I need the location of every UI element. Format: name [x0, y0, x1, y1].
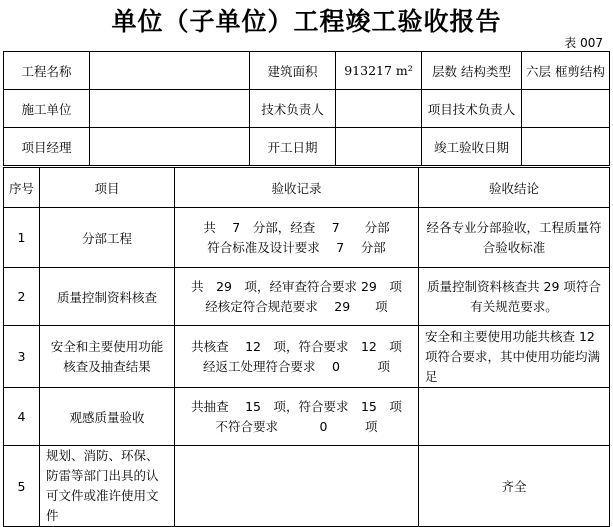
table-row: [4, 326, 610, 388]
acceptance-date-label: 竣工验收日期: [422, 128, 522, 166]
tech-leader-label: 技术负责人: [250, 90, 336, 128]
construction-unit-value: [90, 90, 250, 128]
record-line-2: 不符合要求 0 项: [215, 418, 378, 434]
info-row-3: [4, 128, 610, 166]
tech-leader-value: [336, 90, 422, 128]
row-item: [40, 446, 175, 527]
header-item: 项目: [40, 168, 175, 208]
item-text: 安全和主要使用功能核查及抽查结果: [50, 338, 164, 374]
record-line-1: 共 7 分部，经查 7 分部: [203, 219, 390, 235]
record-line-1: 共 29 项，经审查符合要求 29 项: [191, 278, 402, 294]
row-item: 分部工程: [40, 208, 175, 268]
project-name-value: [90, 52, 250, 90]
acceptance-date-value: [522, 128, 610, 166]
row-conclusion: [419, 208, 610, 268]
project-tech-leader-value: [522, 90, 610, 128]
start-date-value: [336, 128, 422, 166]
building-area-label: 建筑面积: [250, 52, 336, 90]
project-tech-leader-label: 项目技术负责人: [422, 90, 522, 128]
record-line-1: 共核查 12 项，符合要求 12 项: [191, 338, 402, 354]
table-row: [4, 446, 610, 527]
row-record: [175, 326, 419, 388]
record-line-2: 经返工处理符合要求 0 项: [203, 358, 390, 374]
record-line-2: 经核定符合规范要求 29 项: [205, 298, 388, 314]
building-area-value: 913217 m²: [336, 52, 422, 90]
row-record: [175, 208, 419, 268]
acceptance-table: [3, 167, 610, 527]
row-seq: 2: [4, 268, 40, 326]
row-seq: 3: [4, 326, 40, 388]
project-name-label: 工程名称: [4, 52, 90, 90]
header-seq: 序号: [4, 168, 40, 208]
record-line-2: 符合标准及设计要求 7 分部: [207, 239, 386, 255]
conclusion-text: 安全和主要使用功能共核查 12 项符合要求，其中使用功能均满足: [425, 328, 601, 384]
project-manager-label: 项目经理: [4, 128, 90, 166]
row-seq: 5: [4, 446, 40, 527]
row-item: 质量控制资料核查: [40, 268, 175, 326]
header-record: 验收记录: [175, 168, 419, 208]
document-number: 表 007: [564, 36, 603, 50]
info-row-2: [4, 90, 610, 128]
row-seq: 1: [4, 208, 40, 268]
construction-unit-label: 施工单位: [4, 90, 90, 128]
row-seq: 4: [4, 388, 40, 446]
row-item: [40, 326, 175, 388]
row-item: 观感质量验收: [40, 388, 175, 446]
table-row: [4, 268, 610, 326]
header-conclusion: 验收结论: [419, 168, 610, 208]
table-row: [4, 208, 610, 268]
row-record: [175, 446, 419, 527]
conclusion-text: 质量控制资料核查共 29 项符合有关规范要求。: [427, 278, 601, 314]
row-conclusion: [419, 326, 610, 388]
row-record: [175, 388, 419, 446]
row-record: [175, 268, 419, 326]
record-line-1: 共抽查 15 项，符合要求 15 项: [191, 398, 402, 414]
floors-structure-label: 层数 结构类型: [422, 52, 522, 90]
table-row: [4, 388, 610, 446]
row-conclusion: 齐全: [419, 446, 610, 527]
project-info-table: [3, 51, 610, 166]
row-conclusion: [419, 388, 610, 446]
acceptance-header-row: [4, 168, 610, 208]
floors-structure-value: 六层 框剪结构: [522, 52, 610, 90]
report-title: 单位（子单位）工程竣工验收报告: [111, 7, 502, 36]
info-row-1: [4, 52, 610, 90]
row-conclusion: [419, 268, 610, 326]
project-manager-value: [90, 128, 250, 166]
conclusion-text: 经各专业分部验收，工程质量符合验收标准: [426, 219, 602, 255]
start-date-label: 开工日期: [250, 128, 336, 166]
item-text: 规划、消防、环保、防雷等部门出具的认可文件或准许使用文件: [46, 448, 159, 523]
